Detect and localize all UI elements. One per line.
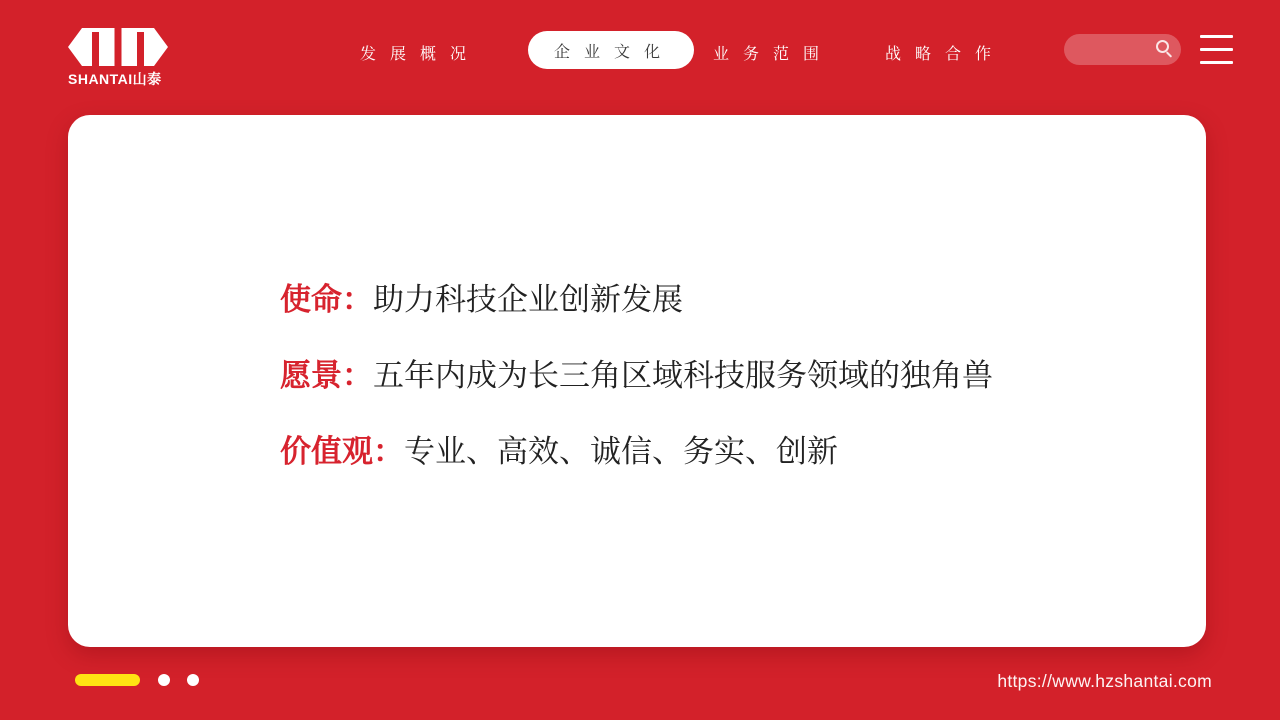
shantai-logo-icon [68,28,168,66]
carousel-pagination [75,674,216,686]
search-icon[interactable] [1156,40,1169,53]
hamburger-line [1200,48,1233,51]
nav-item-corporate-culture-label: 企业文化 [554,43,675,61]
vision-line [280,359,993,393]
vision-text: 五年内成为长三角区域科技服务领域的独角兽 [373,358,993,393]
search-input[interactable] [1064,34,1181,65]
values-line [280,435,993,469]
brand-name: SHANTAI山泰 [68,71,162,87]
pagination-dot-3[interactable] [187,674,199,686]
hamburger-line [1200,61,1233,64]
mission-label: 使命： [280,282,373,317]
pagination-dot-2[interactable] [158,674,170,686]
culture-statements [280,283,993,511]
content-card [68,115,1206,647]
values-text: 专业、高效、诚信、务实、创新 [404,434,838,469]
vision-label: 愿景： [280,358,373,393]
hamburger-menu-button[interactable] [1200,35,1233,74]
site-url: https://www.hzshantai.com [997,671,1212,691]
nav-item-development-overview[interactable]: 发展概况 [360,46,481,63]
nav-item-corporate-culture-active[interactable] [528,31,694,69]
hamburger-line [1200,35,1233,38]
pagination-indicator-active[interactable] [75,674,140,686]
mission-text: 助力科技企业创新发展 [373,282,683,317]
nav-item-strategic-cooperation[interactable]: 战略合作 [885,46,1006,63]
header [0,0,1280,100]
mission-line [280,283,993,317]
brand-logo[interactable] [68,28,172,89]
nav-item-business-scope[interactable]: 业务范围 [713,46,834,63]
values-label: 价值观： [280,434,404,469]
